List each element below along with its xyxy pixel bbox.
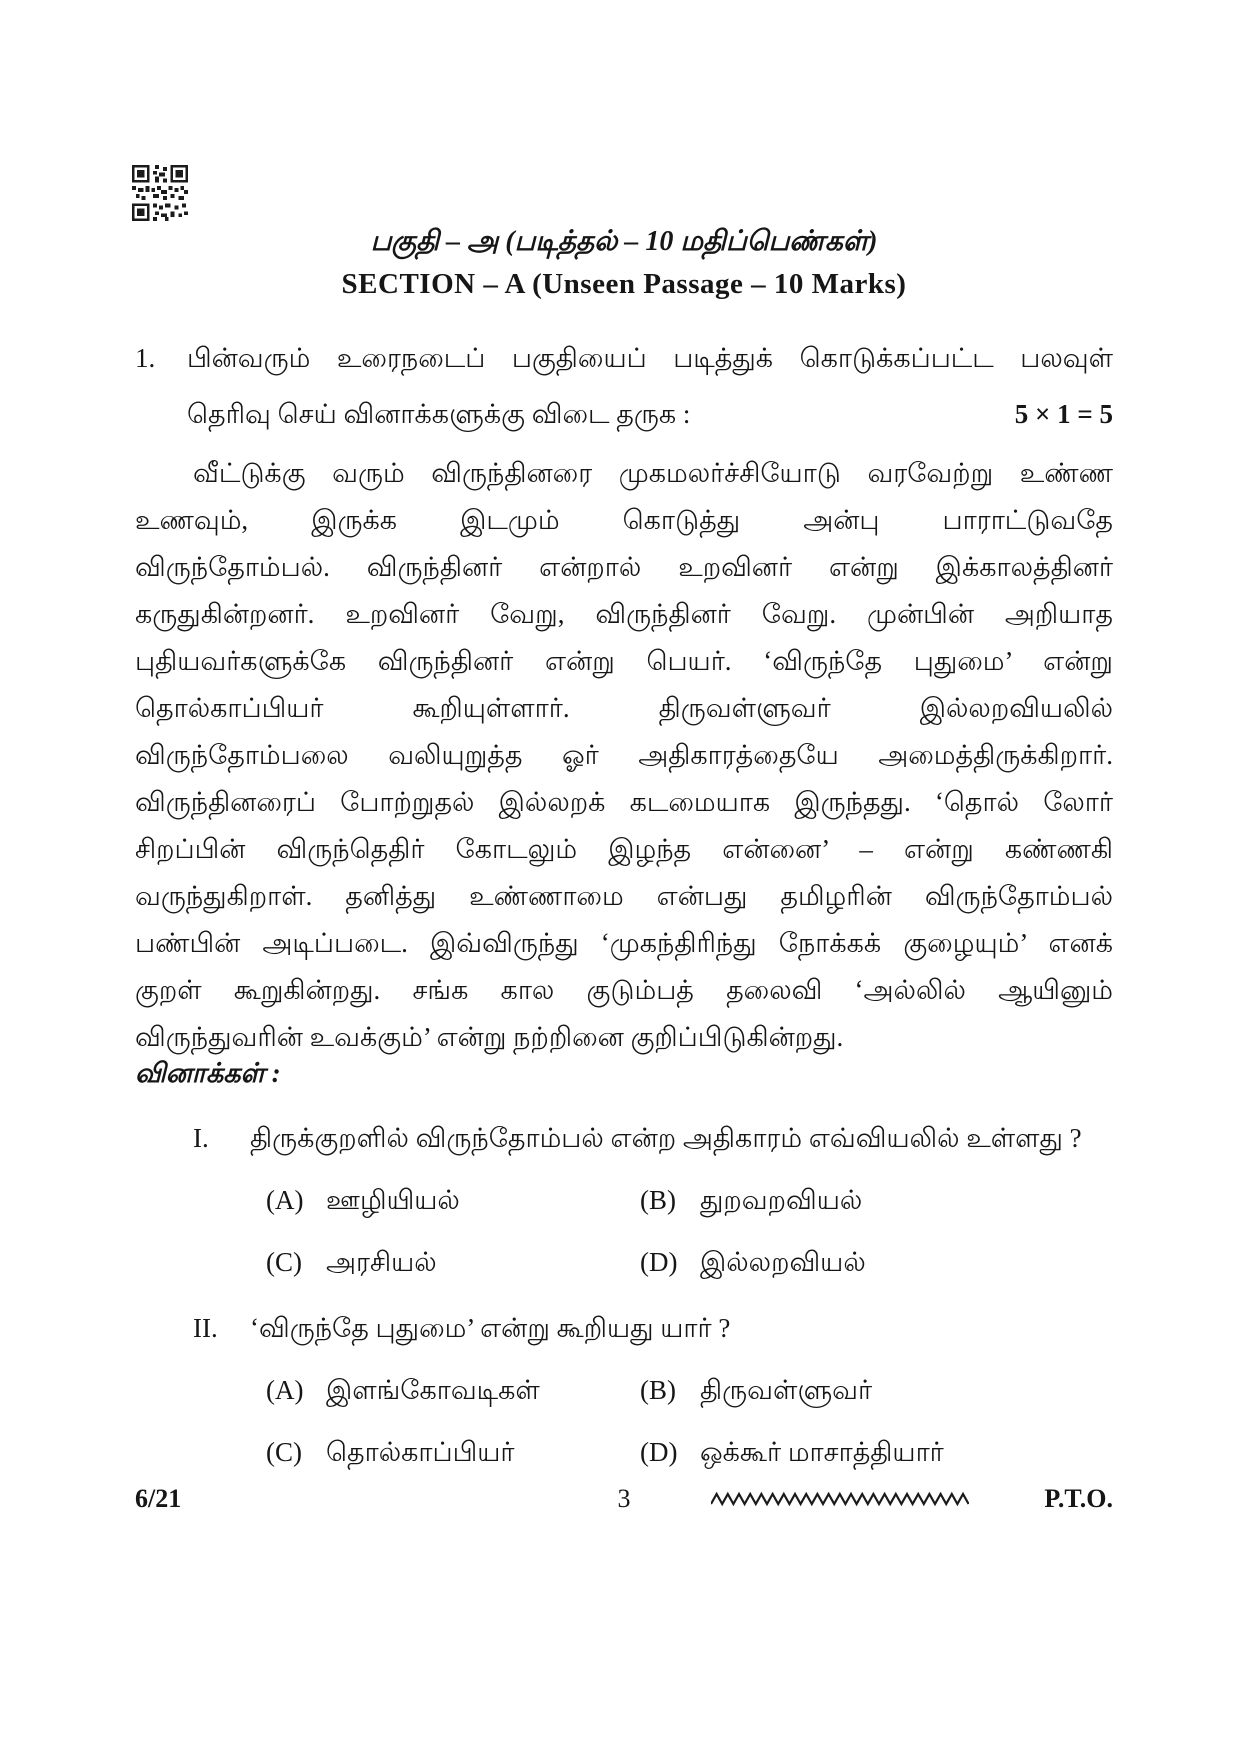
option-label: அரசியல் bbox=[326, 1247, 437, 1277]
questions-section bbox=[135, 1052, 1113, 1474]
option-2C bbox=[266, 1430, 640, 1474]
option-key: (A) bbox=[266, 1375, 304, 1405]
passage-line: விருந்தினரைப் போற்றுதல் இல்லறக் கடமையாக இருந்தது. ‘தொல் லோர் bbox=[135, 787, 1113, 817]
page-number: 3 bbox=[617, 1484, 631, 1513]
option-2D bbox=[640, 1430, 1113, 1474]
option-row bbox=[135, 1240, 1113, 1284]
mcq-question-2-number: II. bbox=[193, 1313, 218, 1343]
mcq-question-2 bbox=[135, 1306, 1113, 1350]
questions-heading: வினாக்கள் : bbox=[135, 1058, 281, 1088]
option-2A bbox=[266, 1368, 640, 1412]
option-1C bbox=[266, 1240, 640, 1284]
question-1 bbox=[135, 336, 1113, 436]
page-footer bbox=[135, 1482, 1113, 1518]
passage-line: விருந்துவரின் உவக்கும்’ என்று நற்றினை குறிப்பிடுகின்றது. bbox=[135, 1022, 844, 1052]
qr-code-image bbox=[132, 164, 188, 222]
option-label: தொல்காப்பியர் bbox=[326, 1437, 515, 1467]
passage-line: தொல்காப்பியர் கூறியுள்ளார். திருவள்ளுவர் இல்லறவியலில் bbox=[135, 693, 1113, 723]
mcq-question-1-text: திருக்குறளில் விருந்தோம்பல் என்ற அதிகாரம் எவ்வியலில் உள்ளது ? bbox=[250, 1123, 1082, 1153]
option-label: இல்லறவியல் bbox=[700, 1247, 866, 1277]
qr-code bbox=[132, 164, 188, 222]
option-key: (D) bbox=[640, 1437, 678, 1467]
option-row bbox=[135, 1430, 1113, 1474]
mcq-question-1 bbox=[135, 1116, 1113, 1160]
option-key: (C) bbox=[266, 1437, 302, 1467]
option-label: துறவறவியல் bbox=[700, 1185, 863, 1215]
option-1B bbox=[640, 1178, 1113, 1222]
zigzag-line bbox=[711, 1491, 969, 1507]
option-key: (D) bbox=[640, 1247, 678, 1277]
option-label: திருவள்ளுவர் bbox=[700, 1375, 873, 1405]
paper-code: 6/21 bbox=[135, 1484, 182, 1513]
option-row bbox=[135, 1368, 1113, 1412]
passage-line: புதியவர்களுக்கே விருந்தினர் என்று பெயர். ‘விருந்தே புதுமை’ என்று bbox=[135, 646, 1113, 676]
option-label: ஊழியியல் bbox=[326, 1185, 460, 1215]
passage-line: வீட்டுக்கு வரும் விருந்தினரை முகமலர்ச்சியோடு வரவேற்று உண்ண bbox=[193, 458, 1113, 488]
passage-line: விருந்தோம்பலை வலியுறுத்த ஓர் அதிகாரத்தையே அமைத்திருக்கிறார். bbox=[135, 740, 1113, 770]
section-header bbox=[135, 224, 1113, 302]
passage-line: குறள் கூறுகின்றது. சங்க கால குடும்பத் தலைவி ‘அல்லில் ஆயினும் bbox=[135, 975, 1113, 1005]
option-key: (C) bbox=[266, 1247, 302, 1277]
question-1-instruction-line1: பின்வரும் உரைநடைப் பகுதியைப் படித்துக் கொடுக்கப்பட்ட பலவுள் bbox=[187, 343, 1113, 373]
question-1-instruction-line2: தெரிவு செய் வினாக்களுக்கு விடை தருக : bbox=[187, 399, 691, 429]
option-1D bbox=[640, 1240, 1113, 1284]
passage-line: விருந்தோம்பல். விருந்தினர் என்றால் உறவினர் என்று இக்காலத்தினர் bbox=[135, 552, 1113, 582]
option-key: (B) bbox=[640, 1185, 676, 1215]
marks-value: 5 × 1 = 5 bbox=[1014, 399, 1113, 429]
section-title-tamil: பகுதி – அ (படித்தல் – 10 மதிப்பெண்கள்) bbox=[370, 226, 878, 257]
option-label: ஒக்கூர் மாசாத்தியார் bbox=[700, 1437, 944, 1467]
option-2B bbox=[640, 1368, 1113, 1412]
unseen-passage bbox=[135, 450, 1113, 1061]
pto-label: P.T.O. bbox=[1044, 1484, 1113, 1513]
option-key: (A) bbox=[266, 1185, 304, 1215]
option-1A bbox=[266, 1178, 640, 1222]
passage-line: வருந்துகிறாள். தனித்து உண்ணாமை என்பது தமிழரின் விருந்தோம்பல் bbox=[135, 881, 1113, 911]
mcq-question-2-text: ‘விருந்தே புதுமை’ என்று கூறியது யார் ? bbox=[250, 1313, 731, 1343]
mcq-question-1-number: I. bbox=[193, 1123, 209, 1153]
option-row bbox=[135, 1178, 1113, 1222]
passage-line: கருதுகின்றனர். உறவினர் வேறு, விருந்தினர் வேறு. முன்பின் அறியாத bbox=[135, 599, 1113, 629]
passage-line: சிறப்பின் விருந்தெதிர் கோடலும் இழந்த என்னை’ – என்று கண்ணகி bbox=[135, 834, 1113, 864]
question-1-number: 1. bbox=[135, 343, 156, 373]
passage-line: பண்பின் அடிப்படை. இவ்விருந்து ‘முகந்திரிந்து நோக்கக் குழையும்’ எனக் bbox=[135, 928, 1113, 958]
option-key: (B) bbox=[640, 1375, 676, 1405]
section-title-english: SECTION – A (Unseen Passage – 10 Marks) bbox=[341, 268, 907, 300]
option-label: இளங்கோவடிகள் bbox=[326, 1375, 540, 1405]
passage-line: உணவும், இருக்க இடமும் கொடுத்து அன்பு பாராட்டுவதே bbox=[135, 505, 1113, 535]
